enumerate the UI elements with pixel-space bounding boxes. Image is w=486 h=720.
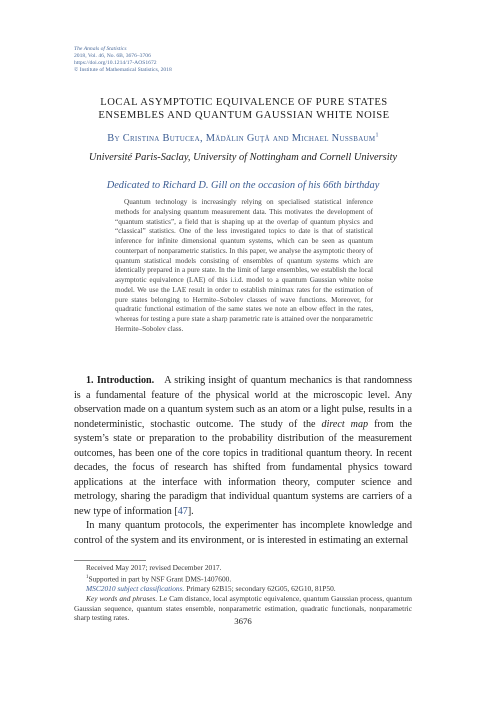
affiliation: Université Paris-Saclay, University of Nottingham and Cornell University: [88, 152, 398, 163]
paper-title: [60, 96, 428, 122]
support-note: [74, 573, 412, 584]
page-number: 3676: [234, 616, 252, 626]
intro-text-b: from the system’s state or preparation to the probability distribution of the measurement outcomes, has been one of the core topics in traditional quantum theory. In recent decades, the focus of research has shifted from fundamental physics toward applications at the interface with information theory, computer science and metrology, sharing the paradigm that individual quantum systems are carriers of a new type of information [: [74, 418, 413, 517]
abstract-text: Quantum technology is increasingly relying on specialised statistical inference methods for analysing quantum measurement data. This motivates the development of “quantum statistics”, a field that is shaping up at the overlap of quantum physics and “classical” statistics. One of the less investigated topics to date is that of statistical inference for infinite dimensional quantum systems, which can be seen as quantum counterpart of nonparametric statistics. In this paper, we analyse the asymptotic theory of quantum statistical models consisting of ensembles of quantum systems which are identically prepared in a pure state. In the limit of large ensembles, we establish the local asymptotic equivalence (LAE) of this i.i.d. model to a quantum Gaussian white noise model. We use the LAE result in order to establish minimax rates for the estimation of pure states belonging to Hermite–Sobolev classes of wave functions. Moreover, for quadratic functional estimation of the same states we note an elbow effect in the rates, whereas for testing a pure state a sharp parametric rate is attained over the nonparametric Hermite–Sobolev class.: [115, 198, 373, 333]
introduction-section: [74, 374, 412, 548]
msc-note: [74, 584, 412, 594]
journal-header: [74, 46, 172, 74]
citation-47[interactable]: 47: [177, 505, 188, 517]
footnotes: [74, 563, 412, 623]
volume-info: 2018, Vol. 46, No. 6B, 3676–3706: [74, 52, 151, 59]
doi-link[interactable]: https://doi.org/10.1214/17-AOS1672: [74, 59, 157, 66]
intro-paragraph-1: [74, 374, 412, 519]
copyright-line: © Institute of Mathematical Statistics, 2018: [74, 66, 172, 73]
support-text: Supported in part by NSF Grant DMS-1407600.: [88, 574, 232, 584]
author-line: [40, 133, 446, 144]
intro-paragraph-2: In many quantum protocols, the experimenter has incomplete knowledge and control of the system and its environment, or is interested in estimating an external: [74, 520, 412, 546]
section-heading: 1. Introduction.: [86, 375, 155, 386]
abstract: [115, 198, 373, 335]
footnote-rule: [74, 560, 146, 561]
title-line-2: ENSEMBLES AND QUANTUM GAUSSIAN WHITE NOISE: [98, 110, 390, 121]
intro-text-c: ].: [187, 505, 194, 517]
direct-map-emphasis: direct map: [321, 418, 369, 430]
keywords-label: Key words and phrases.: [86, 593, 158, 603]
received-note: Received May 2017; revised December 2017.: [86, 563, 222, 572]
msc-label[interactable]: MSC2010 subject classifications.: [86, 584, 185, 594]
author-footnote-mark[interactable]: 1: [375, 132, 379, 139]
msc-text: Primary 62B15; secondary 62G05, 62G10, 81P50.: [186, 584, 336, 594]
journal-name: The Annals of Statistics: [74, 46, 127, 52]
title-line-1: LOCAL ASYMPTOTIC EQUIVALENCE OF PURE STATES: [100, 97, 388, 108]
dedication: Dedicated to Richard D. Gill on the occasion of his 66th birthday: [106, 180, 380, 191]
author-names: By Cristina Butucea, Mădălin Guţă and Michael Nussbaum: [107, 133, 376, 144]
support-mark: 1: [86, 574, 89, 580]
keywords-text: Le Cam distance, local asymptotic equivalence, quantum Gaussian process, quantum Gaussian sequence, quantum states ensemble, nonparametric estimation, quadratic functionals, nonparametric sharp testing rates.: [74, 593, 412, 623]
intro-text-a: A striking insight of quantum mechanics is that randomness is a fundamental feature of the physical world at the microscopic level. Any observation made on a quantum system such as an atom or a light pulse, results in a nondeterministic, stochastic outcome. The study of the: [74, 375, 412, 430]
